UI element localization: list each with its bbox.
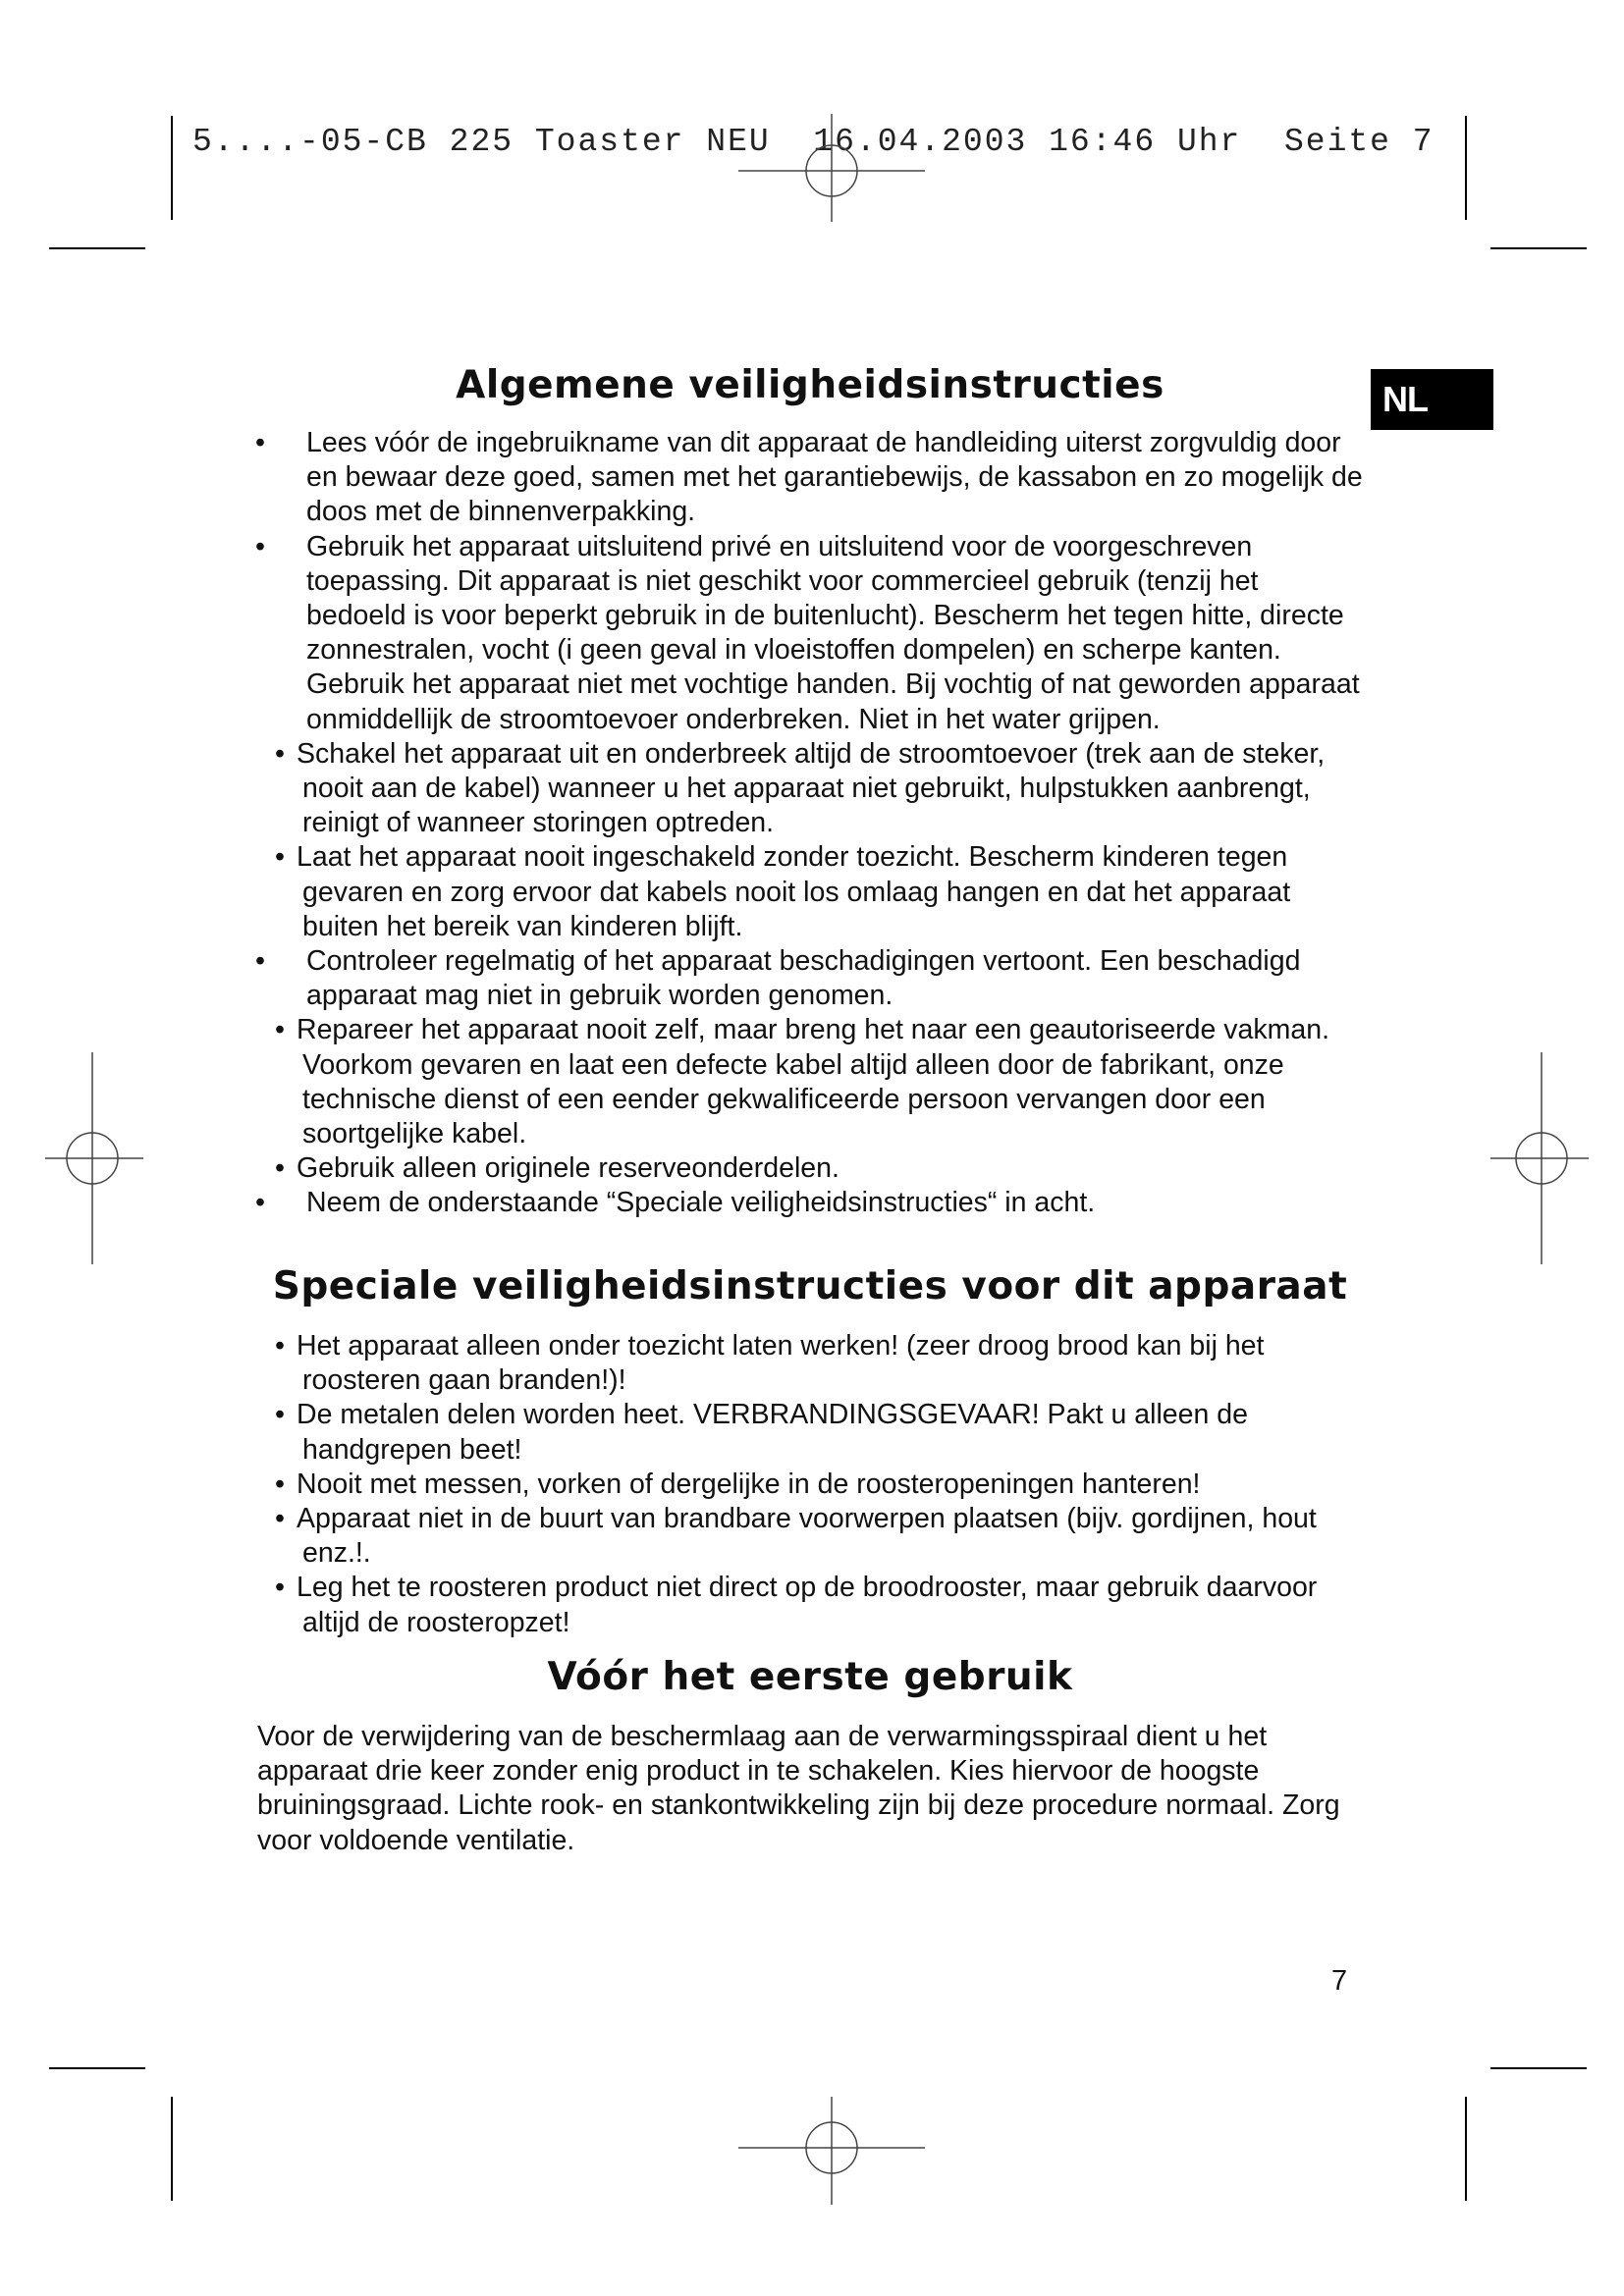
list-item: • Nooit met messen, vorken of dergelijke in de roosteropeningen hanteren! bbox=[255, 1468, 1365, 1502]
general-safety-list bbox=[255, 426, 1365, 1221]
section-heading-special-safety: Speciale veiligheidsinstructies voor dit apparaat bbox=[272, 1264, 1348, 1308]
crop-mark bbox=[171, 116, 173, 220]
list-item: • Apparaat niet in de buurt van brandbare voorwerpen plaatsen (bijv. gordijnen, hout enz.!. bbox=[255, 1502, 1365, 1571]
crop-mark bbox=[49, 2067, 145, 2069]
crop-mark bbox=[1490, 2067, 1587, 2069]
list-item: • Repareer het apparaat nooit zelf, maar breng het naar een geautoriseerde vakman. Voorkom gevaren en laat een defecte kabel altijd alleen door de fabrikant, onze technische dienst of een eender gekwalificeerde persoon vervangen door een soortgelijke kabel. bbox=[255, 1013, 1365, 1151]
print-slug: 5....-05-CB 225 Toaster NEU 16.04.2003 16:46 Uhr Seite 7 bbox=[192, 124, 1435, 160]
list-item: • Laat het apparaat nooit ingeschakeld zonder toezicht. Bescherm kinderen tegen gevaren en zorg ervoor dat kabels nooit los omlaag hangen en dat het apparaat buiten het bereik van kinderen blijft. bbox=[255, 840, 1365, 944]
registration-mark-icon bbox=[1490, 1052, 1589, 1264]
registration-mark-icon bbox=[45, 1052, 143, 1264]
registration-mark-icon bbox=[738, 2097, 925, 2224]
list-item: • Het apparaat alleen onder toezicht laten werken! (zeer droog brood kan bij het roosteren gaan branden!)! bbox=[255, 1329, 1365, 1398]
crop-mark bbox=[171, 2097, 173, 2201]
list-item: • Neem de onderstaande “Speciale veiligheidsinstructies“ in acht. bbox=[255, 1186, 1365, 1220]
list-item: • Gebruik alleen originele reserveonderdelen. bbox=[255, 1151, 1365, 1186]
crop-mark bbox=[1465, 2097, 1467, 2201]
page-number: 7 bbox=[1331, 1965, 1348, 1997]
list-item: • Lees vóór de ingebruikname van dit apparaat de handleiding uiterst zorgvuldig door en bewaar deze goed, samen met het garantiebewijs, de kassabon en zo mogelijk de doos met de binnenverpakking. bbox=[255, 426, 1365, 530]
section-heading-first-use: Vóór het eerste gebruik bbox=[547, 1655, 1073, 1699]
list-item: • Gebruik het apparaat uitsluitend privé en uitsluitend voor de voorgeschreven toepassing. Dit apparaat is niet geschikt voor commercieel gebruik (tenzij het bedoeld is voor beperkt gebruik in de buitenlucht). Bescherm het tegen hitte, directe zonnestralen, vocht (i geen geval in vloeistoffen dompelen) en scherpe kanten. Gebruik het apparaat niet met vochtige handen. Bij vochtig of nat geworden apparaat onmiddellijk de stroomtoevoer onderbreken. Niet in het water grijpen. bbox=[255, 530, 1365, 737]
language-tab: NL bbox=[1371, 369, 1493, 430]
registration-mark-icon bbox=[738, 94, 925, 222]
section-heading-general-safety: Algemene veiligheidsinstructies bbox=[456, 363, 1164, 407]
crop-mark bbox=[49, 247, 145, 249]
special-safety-list bbox=[255, 1329, 1365, 1640]
list-item: • Controleer regelmatig of het apparaat beschadigingen vertoont. Een beschadigd apparaat mag niet in gebruik worden genomen. bbox=[255, 944, 1365, 1013]
first-use-paragraph: Voor de verwijdering van de beschermlaag aan de verwarmingsspiraal dient u het apparaat drie keer zonder enig product in te schakelen. Kies hiervoor de hoogste bruiningsgraad. Lichte rook- en stankontwikkeling zijn bij deze procedure normaal. Zorg voor voldoende ventilatie. bbox=[257, 1721, 1340, 1856]
list-item: • De metalen delen worden heet. VERBRANDINGSGEVAAR! Pakt u alleen de handgrepen beet! bbox=[255, 1398, 1365, 1467]
list-item: • Schakel het apparaat uit en onderbreek altijd de stroomtoevoer (trek aan de steker, nooit aan de kabel) wanneer u het apparaat niet gebruikt, hulpstukken aanbrengt, reinigt of wanneer storingen optreden. bbox=[255, 737, 1365, 841]
crop-mark bbox=[1490, 247, 1587, 249]
crop-mark bbox=[1465, 116, 1467, 220]
list-item: • Leg het te roosteren product niet direct op de broodrooster, maar gebruik daarvoor altijd de roosteropzet! bbox=[255, 1571, 1365, 1639]
